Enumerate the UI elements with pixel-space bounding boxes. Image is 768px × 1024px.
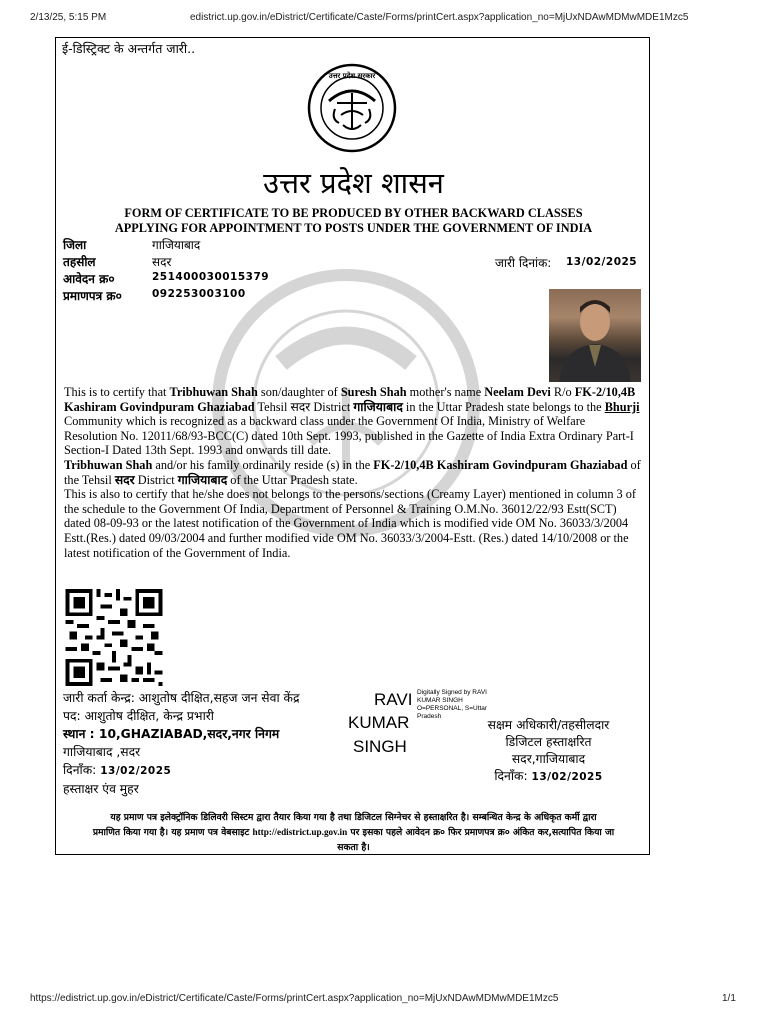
signature-and-seal: हस्ताक्षर एंव मुहर [63,782,139,796]
issuer-block: जारी कर्ता केन्द्र: आशुतोष दीक्षित,सहज जन सेवा केंद्र पद: आशुतोष दीक्षित, केन्द्र प्रभारी स्थान : 10,GHAZIABAD,सदर,नगर निगम गाजियाबाद ,सदर दिनाँक: 13/02/2025 हस्ताक्षर एंव मुहर [63,691,300,796]
issuer-post: पद: आशुतोष दीक्षित, केन्द्र प्रभारी [63,709,214,723]
district-value: गाजियाबाद [152,238,201,252]
tehsil-value: सदर [152,255,172,269]
print-datetime: 2/13/25, 5:15 PM [30,12,107,23]
issuer-place: स्थान : 10,GHAZIABAD,सदर,नगर निगम [63,727,280,741]
signer-name-line1: RAVI [374,690,413,709]
issuer-date: 13/02/2025 [100,765,172,777]
verification-notice: यह प्रमाण पत्र इलेक्ट्रॉनिक डिलिवरी सिस्टम द्वारा तैयार किया गया है तथा डिजिटल सिग्नेचर से हस्ताक्षरित है। सम्बन्धित केन्द्र के अधिकृत कर्मी द्वारा प्रमाणित किया गया है। यह प्रमाण पत्र वेबसाइट http://edistrict.up.gov.in पर इसका पहले आवेदन क्र० फिर प्रमाणपत्र क्र० अंकित कर,सत्यापित किया जा सकता है। [92,812,615,853]
authority-digital: डिजिटल हस्ताक्षरित [505,735,592,749]
applicant-name: Tribhuwan Shah [169,385,258,399]
mother-name: Neelam Devi [484,385,551,399]
certificate-body: This is to certify that Tribhuwan Shah son/daughter of Suresh Shah mother's name Neelam Devi R/o FK-2/10,4B Kashiram Govindpuram Ghaziabad Tehsil सदर District गाजियाबाद in the Uttar Pradesh state belongs to the Bhurji Community which is recognized as a backward class under the Government Of India, Ministry of Welfare Resolution No. 12011/68/93-BCC(C) dated 10th Sept. 1993, published in the Gazette of India Extra Ordinary Part-I Section-I Dated 13th Sept. 1993 and onwards till date. Tribhuwan Shah and/or his family ordinarily reside (s) in the FK-2/10,4B Kashiram Govindpuram Ghaziabad of the Tehsil सदर District गाजियाबाद of the Uttar Pradesh state. This is also to certify that he/she does not belongs to the persons/sections (Creamy Layer) mentioned in column 3 of the schedule to the Government Of India, Department of Personnel & Training O.M.No. 36012/22/93 Estt(SCT) dated 08-09-93 or the latest notification of the Government of India which is modified vide OM No. 36033/3/2004 Estt.(Res.) dated 09/03/2004 and further modified vide OM No. 36033/3/2004-Estt. (Res.) dated 14/10/2008 or the latest notification of the Government of India. [64,385,641,560]
authority-title: सक्षम अधिकारी/तहसीलदार [487,718,610,732]
issuer-center: जारी कर्ता केन्द्र: आशुतोष दीक्षित,सहज जन सेवा केंद्र [63,691,300,705]
form-title-line2: APPLYING FOR APPOINTMENT TO POSTS UNDER THE GOVERNMENT OF INDIA [114,221,593,235]
authority-block: सक्षम अधिकारी/तहसीलदार डिजिटल हस्ताक्षरित सदर,गाजियाबाद दिनाँक: 13/02/2025 [446,717,650,786]
issue-date-label: जारी दिनांक: [495,256,552,270]
application-number: 251400030015379 [152,271,270,283]
certificate [55,37,650,855]
issue-date-value: 13/02/2025 [566,256,638,268]
print-url-footer: https://edistrict.up.gov.in/eDistrict/Certificate/Caste/Forms/printCert.aspx?application_no=MjUxNDAwMDMwMDE1Mzc5 [30,993,559,1004]
certificate-label: प्रमाणपत्र क्र० [63,289,122,303]
page-count: 1/1 [722,993,736,1004]
digital-signature-details: Digitally Signed by RAVI KUMAR SINGH O=PERSONAL, S=Uttar Pradesh [417,689,488,720]
top-note: ई-डिस्ट्रिक्ट के अन्तर्गत जारी.. [62,41,196,56]
district-label: जिला [63,238,87,252]
emblem-text: उत्तर प्रदेश सरकार [328,72,376,80]
application-label: आवेदन क्र० [63,272,115,286]
form-title-line1: FORM OF CERTIFICATE TO BE PRODUCED BY OTHER BACKWARD CLASSES [124,206,583,220]
community: Bhurji [604,399,640,414]
father-name: Suresh Shah [340,385,407,399]
issuer-place2: गाजियाबाद ,सदर [63,745,141,759]
certificate-number: 092253003100 [152,288,246,300]
address: FK-2/10,4B Kashiram Govindpuram Ghaziabad [64,385,636,414]
tehsil-label: तहसील [63,255,96,269]
authority-place: सदर,गाजियाबाद [511,752,586,766]
up-govt-emblem-icon [307,63,397,153]
verification-url: http://edistrict.up.gov.in [252,827,348,837]
govt-title: उत्तर प्रदेश शासन [263,166,444,200]
authority-date: 13/02/2025 [531,771,603,783]
qr-code [65,589,163,686]
print-url-header: edistrict.up.gov.in/eDistrict/Certificate/Caste/Forms/printCert.aspx?application_no=MjUxNDAwMDMwMDE1Mzc5 [190,12,689,23]
creamy-layer-paragraph: This is also to certify that he/she does not belongs to the persons/sections (Creamy Layer) mentioned in column 3 of the schedule to the Government Of India, Department of Personnel & Training O.M.No. 36012/22/93 Estt(SCT) dated 08-09-93 or the latest notification of the Government of India which is modified vide OM No. 36033/3/2004 Estt.(Res.) dated 09/03/2004 and further modified vide OM No. 36033/3/2004-Estt. (Res.) dated 14/10/2008 or the latest notification of the Government of India. [64,487,637,560]
signer-name-line3: SINGH [353,737,407,756]
applicant-photo [549,289,641,382]
signer-name-line2: KUMAR [348,713,410,732]
